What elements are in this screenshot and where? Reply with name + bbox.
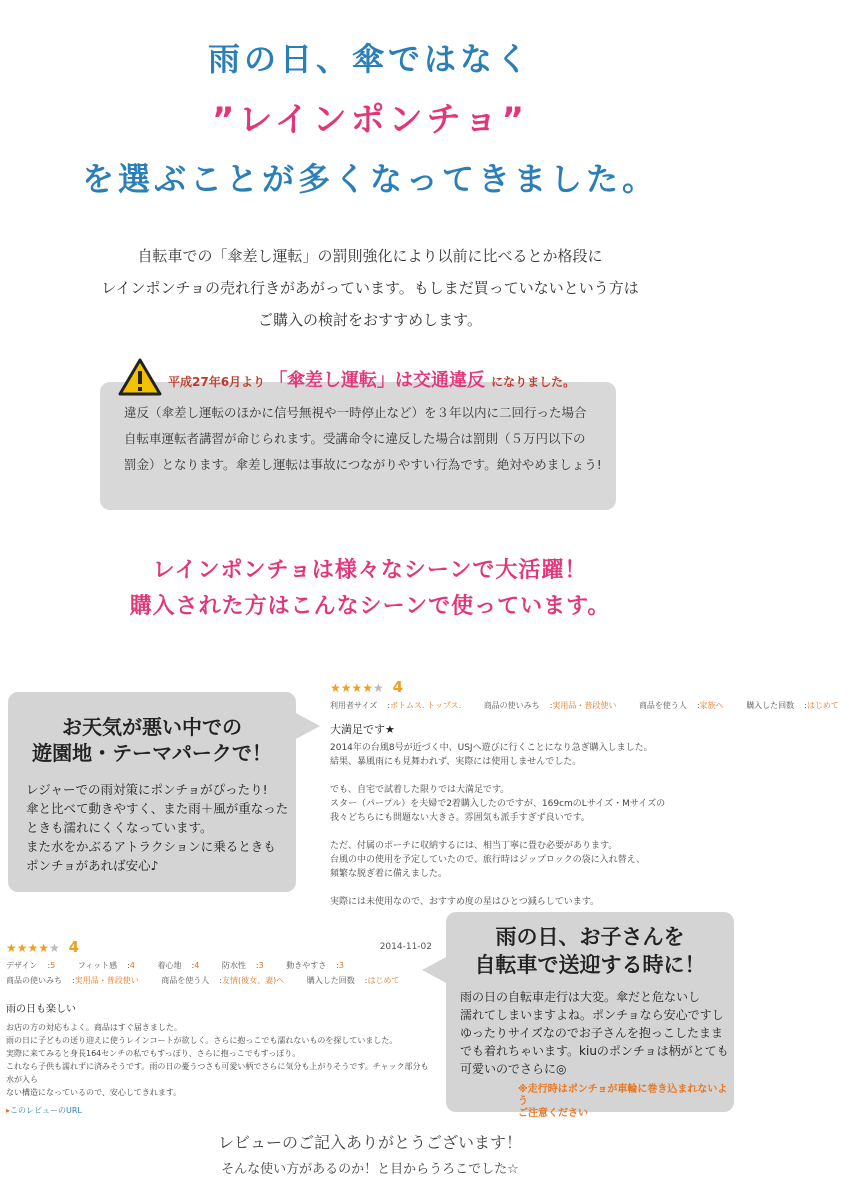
section-title-line-2: 購入された方はこんなシーンで使っています。 [129,594,611,619]
bubble-body [460,988,729,1078]
meta-value: はじめて [806,701,839,710]
meta-label: 商品を使う人 [638,701,687,710]
review-header [6,938,432,956]
meta-value: 実用品・普段使い [552,701,617,710]
rating-value: 4 [129,961,135,970]
review-line: お店の方の対応もよく。商品はすぐ届きました。 [6,1023,182,1032]
review-line: でも、自宅で試着した限りでは大満足です。 [330,785,510,795]
meta-value: 実用品・普段使い [74,976,139,985]
meta-label: 商品の使いみち [6,976,62,985]
star-rating-icon: ★★★★★ [6,941,60,955]
note-line: ご注意ください [518,1108,588,1119]
review-line: 我々どちらにも問題ない大きさ。雰囲気も派手すぎず良いです。 [330,813,590,823]
bubble-line: 濡れてしまいますよね。ポンチョなら安心ですし [460,1008,724,1022]
bubble-title: 雨の日、お子さんを [495,925,685,949]
meta-value: はじめて [367,976,400,985]
meta-label: 商品を使う人 [161,976,210,985]
bubble-title: 自転車で送迎する時に！ [474,953,706,977]
review-line: ない構造になっているので、安心してきれます。 [6,1088,182,1097]
review-score: 4 [68,938,80,956]
bubble-line: 可愛いのでさらに◎ [460,1062,567,1076]
bubble-line: ときも濡れにくくなっています。 [26,820,213,835]
review-body [6,1021,432,1099]
meta-label: 購入した回数 [306,976,355,985]
bubble-body [26,780,288,875]
review-url-link[interactable] [6,1105,432,1116]
headline-line-2: ”レインポンチョ” [212,100,528,140]
bubble-line: また水をかぶるアトラクションに乗るときも [26,839,276,854]
meta-label: 商品の使いみち [483,701,540,710]
bubble-note [518,1084,734,1120]
review-date: 2014-11-02 [379,942,432,952]
review-card [6,938,432,1116]
rating-label: フィット感 [77,961,118,970]
meta-value: ボトムス. トップス. [390,701,462,710]
review-title: 雨の日も楽しい [6,1004,76,1015]
rating-value: 5 [50,961,56,970]
review-line: 頻繁な脱ぎ着に備えました。 [330,869,448,879]
headline-line-1: 雨の日、傘ではなく [207,40,532,78]
meta-value: 友情(彼女、妻)へ [221,976,285,985]
review-line: 雨の日に子どもの送り迎えに使うレインコートが欲しく。さらに抱っこでも濡れないものを探していました。 [6,1036,398,1045]
bubble-title: お天気が悪い中での [62,715,242,739]
bubble-line: ゆったりサイズなのでお子さんを抱っこしたまま [460,1026,723,1040]
bubble-line: レジャーでの雨対策にポンチョがぴったり! [26,782,268,797]
warning-text [124,400,604,478]
review-line: これなら子供も濡れずに済みそうです。雨の日の憂うつさも可愛い柄でさらに気分も上がりそうです。チャック部分も水が入ら [6,1062,429,1084]
review-score: 4 [392,678,404,696]
rating-value: 3 [258,961,264,970]
review-line: 2014年の台風8号が近づく中、USJへ遊びに行くことになり急ぎ購入しました。 [330,743,653,753]
intro-paragraph [0,240,740,336]
review-rating [6,938,79,956]
note-line: ※走行時はポンチョが車輪に巻き込まれないよう [518,1084,728,1107]
warning-line: 自転車運転者講習が命じられます。受講命令に違反した場合は罰則（５万円以下の [124,431,586,446]
warning-prefix: 平成27年6月より [168,374,266,389]
review-meta: 利用者サイズ :ボトムス. トップス. 商品の使いみち :実用品・普段使い 商品を使う人 :家族へ 購入した回数 :はじめて [330,701,839,710]
review-title: 大満足です★ [330,723,395,736]
review-body [330,741,736,909]
star-rating-icon: ★★★★★ [330,681,384,695]
speech-bubble-bicycle [446,912,734,1119]
meta-label: 購入した回数 [746,701,795,710]
rating-label: 着心地 [157,961,182,970]
review-line: ただ、付属のポーチに収納するには、相当丁寧に畳む必要があります。 [330,841,618,851]
bubble-line: 雨の日の自転車走行は大変。傘だと危ないし [460,990,701,1004]
warning-suffix: になりました。 [491,374,576,389]
rating-value: 4 [194,961,200,970]
warning-line: 罰金）となります。傘差し運転は事故につながりやすい行為です。絶対やめましょう! [124,457,602,472]
rating-label: 防水性 [221,961,246,970]
meta-value: 家族へ [699,701,724,710]
review-line: 台風の中の使用を予定していたので、旅行時はジップロックの袋に入れ替え、 [330,855,646,865]
warning-main: 「傘差し運転」は交通違反 [269,370,486,391]
bubble-line: ポンチョがあれば安心♪ [26,858,159,873]
review-rating [330,678,736,696]
review-line: スター（パープル）を夫婦で2着購入したのですが、169cmのLサイズ・Mサイズの [330,799,666,809]
headline-line-3: を選ぶことが多くなってきました。 [81,160,658,198]
arrow-right-icon: ▸ [6,1106,11,1115]
footer-comment: そんな使い方があるのか！と目からうろこでした☆ [221,1162,519,1177]
warning-line: 違反（傘差し運転のほかに信号無視や一時停止など）を３年以内に二回行った場合 [124,405,587,420]
bubble-line: でも着れちゃいます。kiuのポンチョは柄がとても [460,1044,729,1058]
review-card [330,678,839,909]
rating-value: 3 [338,961,344,970]
bubble-title: 遊園地・テーマパークで！ [32,741,272,765]
rating-label: 動きやすさ [286,961,327,970]
review-ratings: デザイン :5 フィット感 :4 着心地 :4 防水性 :3 動きやすさ :3 [6,961,344,970]
warning-triangle-icon [118,358,162,396]
review-url-label: このレビューのURL [10,1106,82,1115]
section-title-line-1: レインポンチョは様々なシーンで大活躍！ [152,558,588,583]
intro-line: 自転車での「傘差し運転」の罰則強化により以前に比べるとか格段に [137,247,603,265]
meta-label: 利用者サイズ [330,701,378,710]
review-line: 実際に来てみると身長164センチの私でもすっぽり、さらに抱っこでもすっぽり。 [6,1049,301,1058]
rating-label: デザイン [6,961,38,970]
footer-thanks: レビューのご記入ありがとうございます！ [217,1133,522,1152]
warning-header [118,358,575,396]
review-line: 実際には未使用なので、おすすめ度の星はひとつ減らしています。 [330,897,600,907]
intro-line: ご購入の検討をおすすめします。 [258,311,482,329]
bubble-line: 傘と比べて動きやすく、また雨＋風が重なった [26,801,289,816]
review-line: 結果、暴風雨にも見舞われず、実際には使用しませんでした。 [330,757,582,767]
speech-bubble-theme-park [8,692,296,892]
review-meta: 商品の使いみち :実用品・普段使い 商品を使う人 :友情(彼女、妻)へ 購入した回数 :はじめて [6,976,400,985]
intro-line: レインポンチョの売れ行きがあがっています。もしまだ買っていないという方は [101,279,639,297]
